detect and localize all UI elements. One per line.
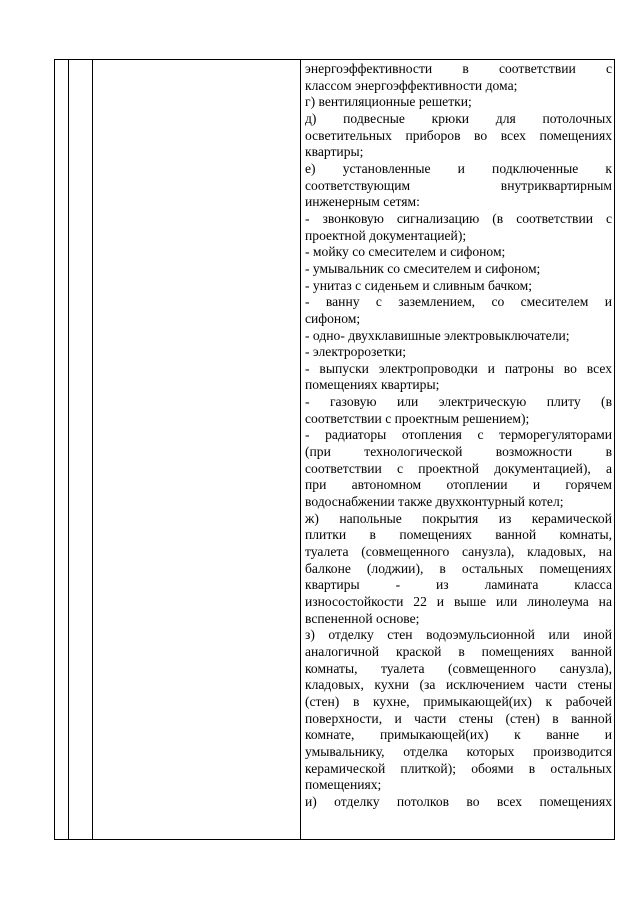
text-line: - газовую или электрическую плиту (в bbox=[305, 394, 612, 410]
text-line: - радиаторы отопления с терморегуляторами bbox=[305, 427, 612, 443]
text-line: квартиры; bbox=[305, 144, 364, 160]
text-line: (при технологической возможности в bbox=[305, 444, 612, 460]
text-line: туалета (совмещенного санузла), кладовых, на bbox=[305, 544, 612, 560]
text-line: соответствии с проектным решением); bbox=[305, 410, 530, 426]
column-divider-3 bbox=[300, 60, 301, 839]
text-line: (стен) в кухне, примыкающей(их) к рабочей bbox=[305, 693, 612, 709]
text-line: энергоэффективности в соответствии с bbox=[305, 61, 612, 76]
text-line: сифоном; bbox=[305, 310, 361, 326]
text-line: умывальнику, отделка которых производится bbox=[305, 743, 612, 759]
text-line: керамической плиткой); обоями в остальных bbox=[305, 760, 612, 776]
text-line: - мойку со смесителем и сифоном; bbox=[305, 244, 506, 260]
text-line: осветительных приборов во всех помещениях bbox=[305, 127, 612, 143]
text-line: при автономном отоплении и горячем bbox=[305, 477, 612, 493]
text-line: г) вентиляционные решетки; bbox=[305, 94, 472, 110]
text-line: - электророзетки; bbox=[305, 344, 407, 360]
column-divider-2 bbox=[92, 60, 93, 839]
text-line: - унитаз с сиденьем и сливным бачком; bbox=[305, 277, 533, 293]
text-line: вспененной основе; bbox=[305, 610, 420, 626]
text-line: помещениях; bbox=[305, 777, 382, 793]
text-line: - выпуски электропроводки и патроны во всех bbox=[305, 360, 612, 376]
text-line: поверхности, и части стены (стен) в ванной bbox=[305, 710, 612, 726]
text-line: плитки в помещениях ванной комнаты, bbox=[305, 527, 612, 543]
text-line: помещениях квартиры; bbox=[305, 377, 440, 393]
text-line: классом энергоэффективности дома; bbox=[305, 77, 518, 93]
column-divider-1 bbox=[68, 60, 69, 839]
text-line: инженерным сетям: bbox=[305, 194, 420, 210]
text-line: ж) напольные покрытия из керамической bbox=[305, 510, 612, 526]
text-line: аналогичной краской в помещениях ванной bbox=[305, 643, 612, 659]
text-line: - звонковую сигнализацию (в соответствии с bbox=[305, 210, 612, 226]
text-line: проектной документацией); bbox=[305, 227, 467, 243]
text-line: комнаты, туалета (совмещенного санузла), bbox=[305, 660, 612, 676]
text-line: водоснабжении также двухконтурный котел; bbox=[305, 494, 564, 510]
text-line: - умывальник со смесителем и сифоном; bbox=[305, 260, 541, 276]
document-table bbox=[54, 59, 615, 840]
text-line: балконе (лоджии), в остальных помещениях bbox=[305, 560, 612, 576]
text-line: комнате, примыкающей(их) к ванне и bbox=[305, 727, 612, 743]
text-line: соответствии с проектной документацией), а bbox=[305, 460, 612, 476]
text-line: з) отделку стен водоэмульсионной или иной bbox=[305, 627, 612, 643]
text-line: е) установленные и подключенные к bbox=[305, 160, 612, 176]
text-line: квартиры - из ламината класса bbox=[305, 577, 612, 593]
text-line: кладовых, кухни (за исключением части стены bbox=[305, 677, 612, 693]
requirements-text-cell bbox=[305, 61, 612, 811]
text-line: износостойкости 22 и выше или линолеума на bbox=[305, 594, 612, 609]
text-line: и) отделку потолков во всех помещениях bbox=[305, 793, 612, 809]
text-line: д) подвесные крюки для потолочных bbox=[305, 110, 612, 126]
text-line: - одно- двухклавишные электровыключатели; bbox=[305, 327, 570, 343]
text-line: - ванну с заземлением, со смесителем и bbox=[305, 294, 612, 310]
text-line: соответствующим внутриквартирным bbox=[305, 177, 612, 193]
